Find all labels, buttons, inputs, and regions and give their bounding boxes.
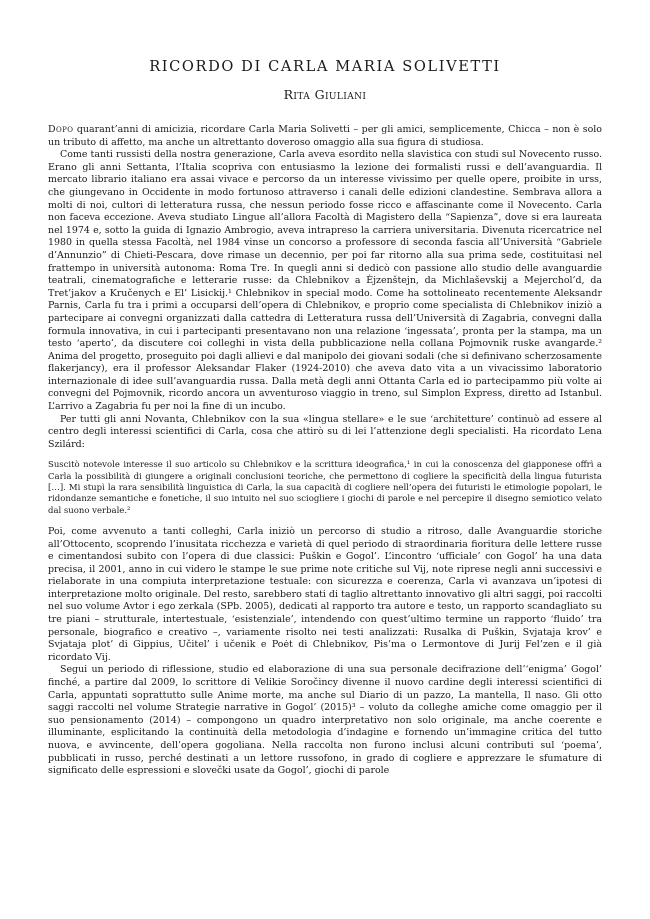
paragraph-2: Come tanti russisti della nostra generazione, Carla aveva esordito nella slavistica con studi sul Novecento russo. Erano gli anni Settanta, l’Italia scopriva con entusiasmo la lezione dei formalisti russi e dell’avanguardia. Il mercato librario italiano era assai vivace e percorso da un interesse vivissimo per quelle opere, proibite in urss, che giungevano in Occidente in modo fortunoso attraverso i canali delle edizioni clandestine. Sembrava allora a molti di noi, cultori di letteratura russa, che nessun periodo fosse ricco e affascinante come il Novecento. Carla non faceva eccezione. Aveva studiato Lingue all’allora Facoltà di Magistero della “Sapienza”, dove si era laureata nel 1974 e, sotto la guida di Ignazio Ambrogio, aveva intrapreso la carriera universitaria. Divenuta ricercatrice nel 1980 in quella stessa Facoltà, nel 1984 vinse un concorso a professore di seconda fascia all’Università “Gabriele d’Annunzio” di Chieti-Pescara, dove rimase un decennio, per poi far ritorno alla sua prima sede, costituitasi nel frattempo in università autonoma: Roma Tre. In quegli anni si dedicò con passione allo studio delle avanguardie teatrali, cinematografiche e letterarie russe: da Chlebnikov a Ėjzenštejn, da Michlaševskij a Mejerchol’d, da Tret’jakov a Kručenych e El’ Lisickij.¹ Chlebnikov in special modo. Come ha sottolineato recentemente Aleksandr Parnis, Carla fu tra i primi a occuparsi dell’opera di Chlebnikov, e proprio come specialista di Chlebnikov iniziò a partecipare ai convegni organizzati dalla cattedra di Letteratura russa dell’Università di Zagabria, convegni dalla formula innovativa, in cui i partecipanti presentavano non una relazione ‘ingessata’, pronta per la stampa, ma un testo ‘aperto’, da discutere coi colleghi in vista della pubblicazione nella collana Pojmovnik ruske avangarde.² Anima del progetto, proseguito poi dagli allievi e dal manipolo dei giovani sodali (che si definivano scherzosamente flakerjancy), era il professor Aleksandar Flaker (1924-2010) che aveva dato vita a un vivacissimo laboratorio internazionale di idee sull’avanguardia russa. Dalla metà degli anni Ottanta Carla ed io partecipammo più volte ai convegni del Pojmovnik, ricordo ancora un avventuroso viaggio in treno, sul Simplon Express, diretto ad Istanbul. L’arrivo a Zagabria fu per noi la fine di un incubo. xyxy=(48,149,602,413)
paragraph-1-text: quarant’anni di amicizia, ricordare Carla Maria Solivetti – per gli amici, semplicemente, Chicca – non è solo un tributo di affetto, ma anche un altrettanto doveroso omaggio alla sua figura di studiosa. xyxy=(48,124,602,148)
article-author: Rita Giuliani xyxy=(283,87,367,102)
paragraph-5: Segui un periodo di riflessione, studio ed elaborazione di una sua personale decifrazione dell’‘enigma’ Gogol’ finché, a partire dal 2009, lo scrittore di Velikie Soročincy divenne il nuovo cardine degli interessi scientifici di Carla, appuntati soprattutto sulle Anime morte, ma anche sul Diario di un pazzo, La mantella, Il naso. Gli otto saggi raccolti nel volume Strategie narrative in Gogol’ (2015)³ – voluto da colleghe amiche come omaggio per il suo pensionamento (2014) – compongono un quadro interpretativo non solo originale, ma anche coerente e illuminante, esplicitando la continuità della metodologia d’indagine e fornendo un’immagine critica del tutto nuova, e avvincente, dell’opera gogoliana. Nella raccolta non furono inclusi alcuni contributi sul ‘poema’, pubblicati in russo, perché destinati a un lettore russofono, in grado di cogliere e apprezzare le sfumature di significato delle espressioni e slovečki usate da Gogol’, giochi di parole xyxy=(48,664,602,777)
paragraph-1 xyxy=(48,124,602,149)
paragraph-3: Per tutti gli anni Novanta, Chlebnikov con la sua «lingua stellare» e le sue ‘architetture’ continuò ad essere al centro degli interessi scientifici di Carla, cosa che attirò su di lei l’attenzione degli specialisti. Ha ricordato Lena Szilárd: xyxy=(48,413,602,450)
block-quote xyxy=(48,460,602,516)
block-quote-text: Suscitò notevole interesse il suo articolo su Chlebnikov e la scrittura ideografica,¹ in cui la conoscenza del giapponese offrì a Carla la possibilità di giungere a originali conclusioni teoriche, che permettono di cogliere la specificità della lingua futurista […]. Mi stupì la rara sensibilità linguistica di Carla, la sua capacità di cogliere nell’opera dei futuristi le etimologie popolari, le ridondanze semantiche e fonetiche, il suo intuito nel suo sciogliere i giochi di parole e nel percepire il disegno semiotico velato dal suono verbale.² xyxy=(48,460,602,516)
drop-word: Dopo xyxy=(48,124,74,135)
paragraph-4: Poi, come avvenuto a tanti colleghi, Carla iniziò un percorso di studio a ritroso, dalle Avanguardie storiche all’Ottocento, scoprendo l’inusitata ricchezza e varietà di quel periodo di straordinaria fioritura delle lettere russe e cimentandosi subito con l’opera di due classici: Puškin e Gogol’. L’incontro ‘ufficiale’ con Gogol’ ha una data precisa, il 2001, anno in cui videro le stampe le sue prime note critiche sul Vij, note riprese negli anni successivi e rielaborate in una compiuta interpretazione testuale: con sicurezza e coerenza, Carla vi avanzava un’ipotesi di interpretazione molto originale. Del resto, sarebbero stati di taglio altrettanto innovativo gli altri saggi, poi raccolti nel suo volume Avtor i ego zerkala (SPb. 2005), dedicati al rapporto tra autore e testo, un rapporto scandagliato su tre piani – strutturale, intertestuale, ‘esistenziale’, intendendo con quest’ultimo termine un rapporto ‘fluido’ tra personale, biografico e creativo –, variamente risolto nei testi analizzati: Rusalka di Puškin, Svjataja krov’ e Svjataja plot’ di Gippius, Učitel’ i učenik e Poėt di Chlebnikov, Pis’ma o Lermontove di Jurij Fel’zen e il già ricordato Vij. xyxy=(48,525,602,663)
article-title: RICORDO DI CARLA MARIA SOLIVETTI xyxy=(149,58,501,75)
article-body xyxy=(48,124,602,778)
